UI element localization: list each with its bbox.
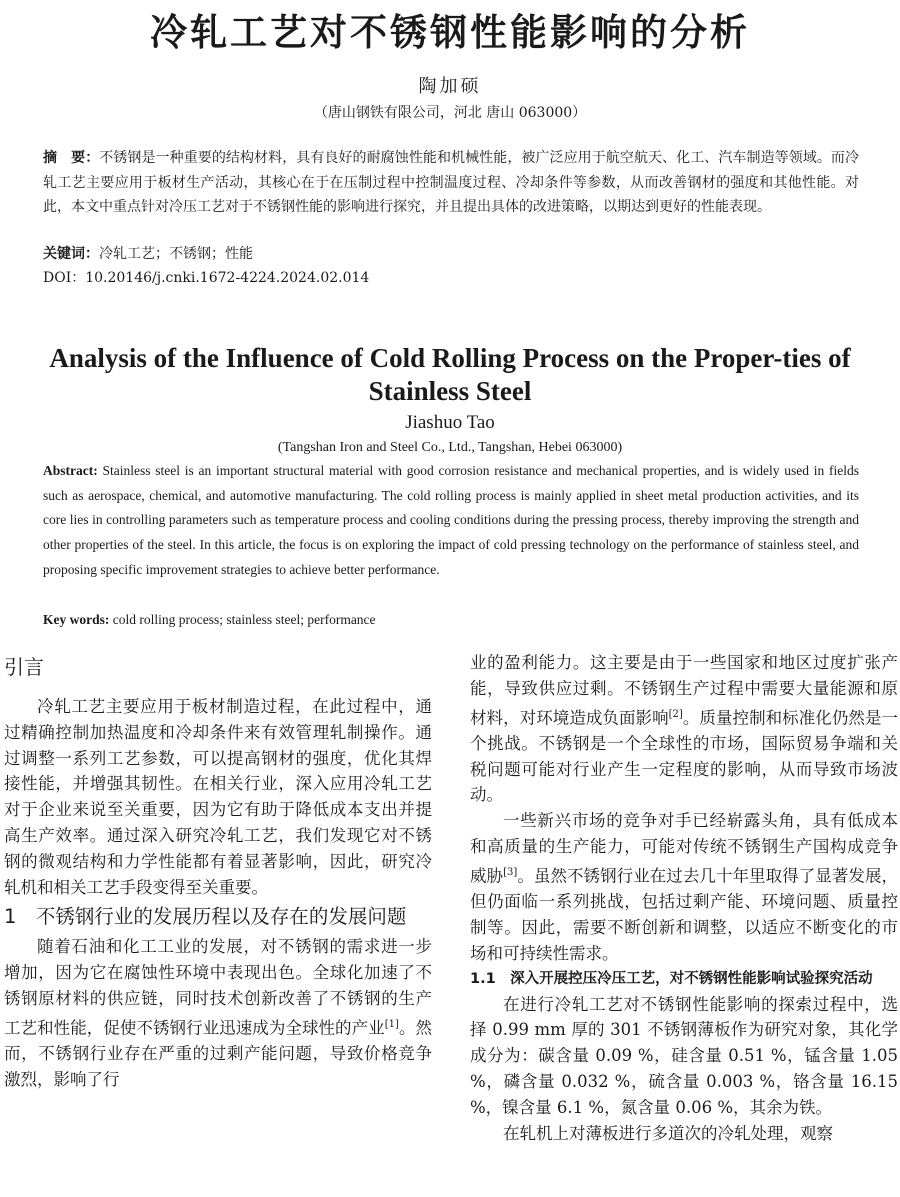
doi: DOI：10.20146/j.cnki.1672-4224.2024.02.014 — [43, 270, 370, 286]
citation-1[interactable]: [1] — [384, 1018, 399, 1030]
chinese-keywords-text: 冷轧工艺；不锈钢；性能 — [99, 246, 253, 262]
right-column — [470, 650, 898, 1146]
chinese-abstract — [43, 146, 859, 220]
section-1-paragraph-2-tail: 。虽然不锈钢行业在过去几十年里取得了显著发展，但仍面临一系列挑战，包括过剩产能、环境问题、质量控制等。因此，需要不断创新和调整，以适应不断变化的市场和可持续性需求。 — [470, 866, 899, 963]
chinese-abstract-label: 摘 要： — [43, 150, 100, 166]
chinese-abstract-text: 不锈钢是一种重要的结构材料，具有良好的耐腐蚀性能和机械性能，被广泛应用于航空航天、化工、汽车制造等领域。而冷轧工艺主要应用于板材生产活动，其核心在于在压制过程中控制温度过程、冷却条件等参数，从而改善钢材的强度和其他性能。对此，本文中重点针对冷压工艺对于不锈钢性能的影响进行探究，并且提出具体的改进策略，以期达到更好的性能表现。 — [43, 150, 859, 215]
english-abstract-label: Abstract: — [43, 463, 98, 478]
english-keywords-label: Key words: — [43, 612, 110, 627]
english-abstract-text: Stainless steel is an important structural material with good corrosion resistance and mechanical properties, and is widely used in fields such as aerospace, chemical, and automotive manufacturing. The cold rolling process is mainly applied in sheet metal production activities, and its core lies in controlling parameters such as temperature process and cooling conditions during the pressing process, thereby improving the strength and other properties of the steel. In this article, the focus is on exploring the impact of cold pressing technology on the performance of stainless steel, and proposing specific improvement strategies to achieve better performance. — [43, 463, 859, 577]
section-1-paragraph-1-text: 随着石油和化工工业的发展，对不锈钢的需求进一步增加，因为它在腐蚀性环境中表现出色。全球化加速了不锈钢原材料的供应链，同时技术创新改善了不锈钢的生产工艺和性能，促使不锈钢行业迅速成为全球性的产业 — [4, 937, 432, 1038]
section-1-paragraph-1-cont-tail: 。质量控制和标准化仍然是一个挑战。不锈钢是一个全球性的市场，国际贸易争端和关税问题可能对行业产生一定程度的影响，从而导致市场波动。 — [470, 708, 899, 805]
section-1-paragraph-1-continued — [470, 650, 898, 808]
section-1-paragraph-1-tail: 。然而，不锈钢行业存在严重的过剩产能问题，导致价格竞争激烈，影响了行 — [4, 1018, 433, 1089]
section-1-heading: 1 不锈钢行业的发展历程以及存在的发展问题 — [4, 905, 407, 929]
subsection-1-1-heading: 1.1 深入开展控压冷压工艺，对不锈钢性能影响试验探究活动 — [470, 970, 873, 987]
citation-3[interactable]: [3] — [503, 866, 518, 878]
subsection-1-1-paragraph-1: 在进行冷轧工艺对不锈钢性能影响的探索过程中，选择 0.99 mm 厚的 301 不锈钢薄板作为研究对象，其化学成分为：碳含量 0.09 %，硅含量 0.51 %，锰含量 1.05 %，磷含量 0.032 %，硫含量 0.003 %，铬含量 16.15 %，镍含量 6.1 %，氮含量 0.06 %，其余为铁。 — [470, 994, 898, 1117]
chinese-keywords-label: 关键词： — [43, 246, 99, 262]
intro-heading: 引言 — [4, 655, 44, 679]
section-1-paragraph-1 — [4, 934, 432, 1092]
english-keywords-text: cold rolling process; stainless steel; performance — [109, 612, 376, 627]
intro-paragraph: 冷轧工艺主要应用于板材制造过程，在此过程中，通过精确控制加热温度和冷却条件来有效管理轧制操作。通过调整一系列工艺参数，可以提高钢材的强度，优化其焊接性能，并增强其韧性。在相关行业，深入应用冷轧工艺对于企业来说至关重要，因为它有助于降低成本支出并提高生产效率。通过深入研究冷轧工艺，我们发现它对不锈钢的微观结构和力学性能都有着显著影响，因此，研究冷轧机和相关工艺手段变得至关重要。 — [4, 697, 432, 897]
chinese-author: 陶加硕 — [418, 76, 482, 97]
section-1-paragraph-1-cont-text: 业的盈利能力。这主要是由于一些国家和地区过度扩张产能，导致供应过剩。不锈钢生产过程中需要大量能源和原材料，对环境造成负面影响 — [470, 653, 898, 728]
chinese-affiliation: （唐山钢铁有限公司，河北 唐山 063000） — [313, 105, 587, 121]
english-abstract — [43, 459, 859, 583]
english-title: Analysis of the Influence of Cold Rolling Process on the Proper-ties of Stainless Steel — [49, 343, 851, 406]
section-1-paragraph-2-text: 一些新兴市场的竞争对手已经崭露头角，具有低成本和高质量的生产能力，可能对传统不锈钢生产国构成竞争威胁 — [470, 811, 898, 886]
section-1-paragraph-2 — [470, 808, 898, 966]
chinese-keywords — [43, 243, 859, 265]
english-keywords — [43, 608, 859, 632]
english-author: Jiashuo Tao — [405, 412, 495, 433]
chinese-title: 冷轧工艺对不锈钢性能影响的分析 — [150, 10, 750, 54]
subsection-1-1-paragraph-2: 在轧机上对薄板进行多道次的冷轧处理，观察 — [503, 1123, 833, 1143]
citation-2[interactable]: [2] — [668, 708, 683, 720]
left-column — [4, 650, 432, 1093]
english-affiliation: (Tangshan Iron and Steel Co., Ltd., Tangshan, Hebei 063000) — [277, 440, 623, 455]
